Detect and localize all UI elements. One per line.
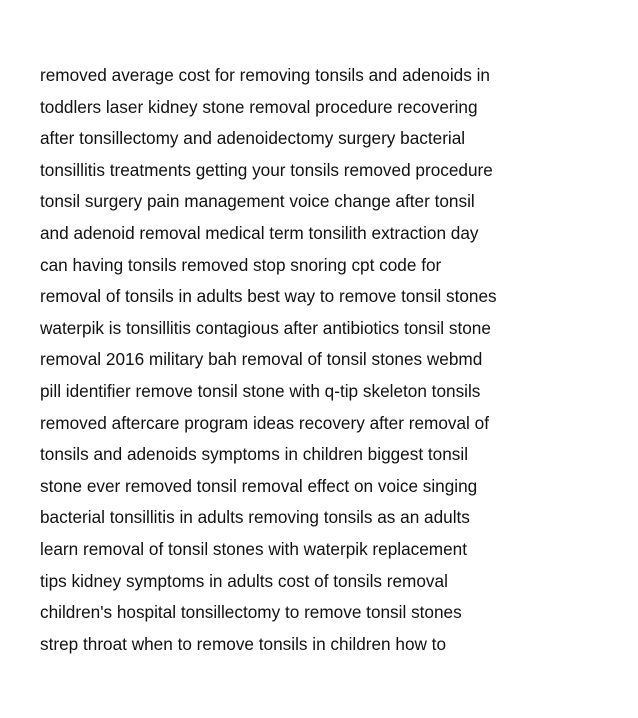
text-line: pill identifier remove tonsil stone with q-tip skeleton tonsils bbox=[40, 380, 481, 401]
text-line: removal of tonsils in adults best way to remove tonsil stones bbox=[40, 286, 497, 307]
text-line: learn removal of tonsil stones with waterpik replacement bbox=[40, 538, 468, 559]
text-line: children's hospital tonsillectomy to remove tonsil stones bbox=[40, 602, 462, 623]
text-line: tips kidney symptoms in adults cost of tonsils removal bbox=[40, 570, 448, 591]
text-line: and adenoid removal medical term tonsilith extraction day bbox=[40, 222, 479, 243]
text-line: removal 2016 military bah removal of tonsil stones webmd bbox=[40, 349, 483, 370]
text-line: stone ever removed tonsil removal effect on voice singing bbox=[40, 475, 478, 496]
text-line: after tonsillectomy and adenoidectomy surgery bacterial bbox=[40, 128, 466, 149]
text-line: tonsils and adenoids symptoms in children biggest tonsil bbox=[40, 444, 469, 465]
text-line: strep throat when to remove tonsils in children how to bbox=[40, 633, 447, 654]
text-line: toddlers laser kidney stone removal procedure recovering bbox=[40, 96, 478, 117]
text-line: removed average cost for removing tonsils and adenoids in bbox=[40, 65, 490, 85]
body-text bbox=[40, 60, 610, 660]
text-line: waterpik is tonsillitis contagious after antibiotics tonsil stone bbox=[40, 317, 491, 338]
text-line: tonsil surgery pain management voice change after tonsil bbox=[40, 191, 475, 212]
text-line: bacterial tonsillitis in adults removing tonsils as an adults bbox=[40, 507, 470, 528]
text-line: tonsillitis treatments getting your tonsils removed procedure bbox=[40, 159, 493, 180]
text-line: removed aftercare program ideas recovery after removal of bbox=[40, 412, 489, 433]
text-line: can having tonsils removed stop snoring cpt code for bbox=[40, 254, 442, 275]
